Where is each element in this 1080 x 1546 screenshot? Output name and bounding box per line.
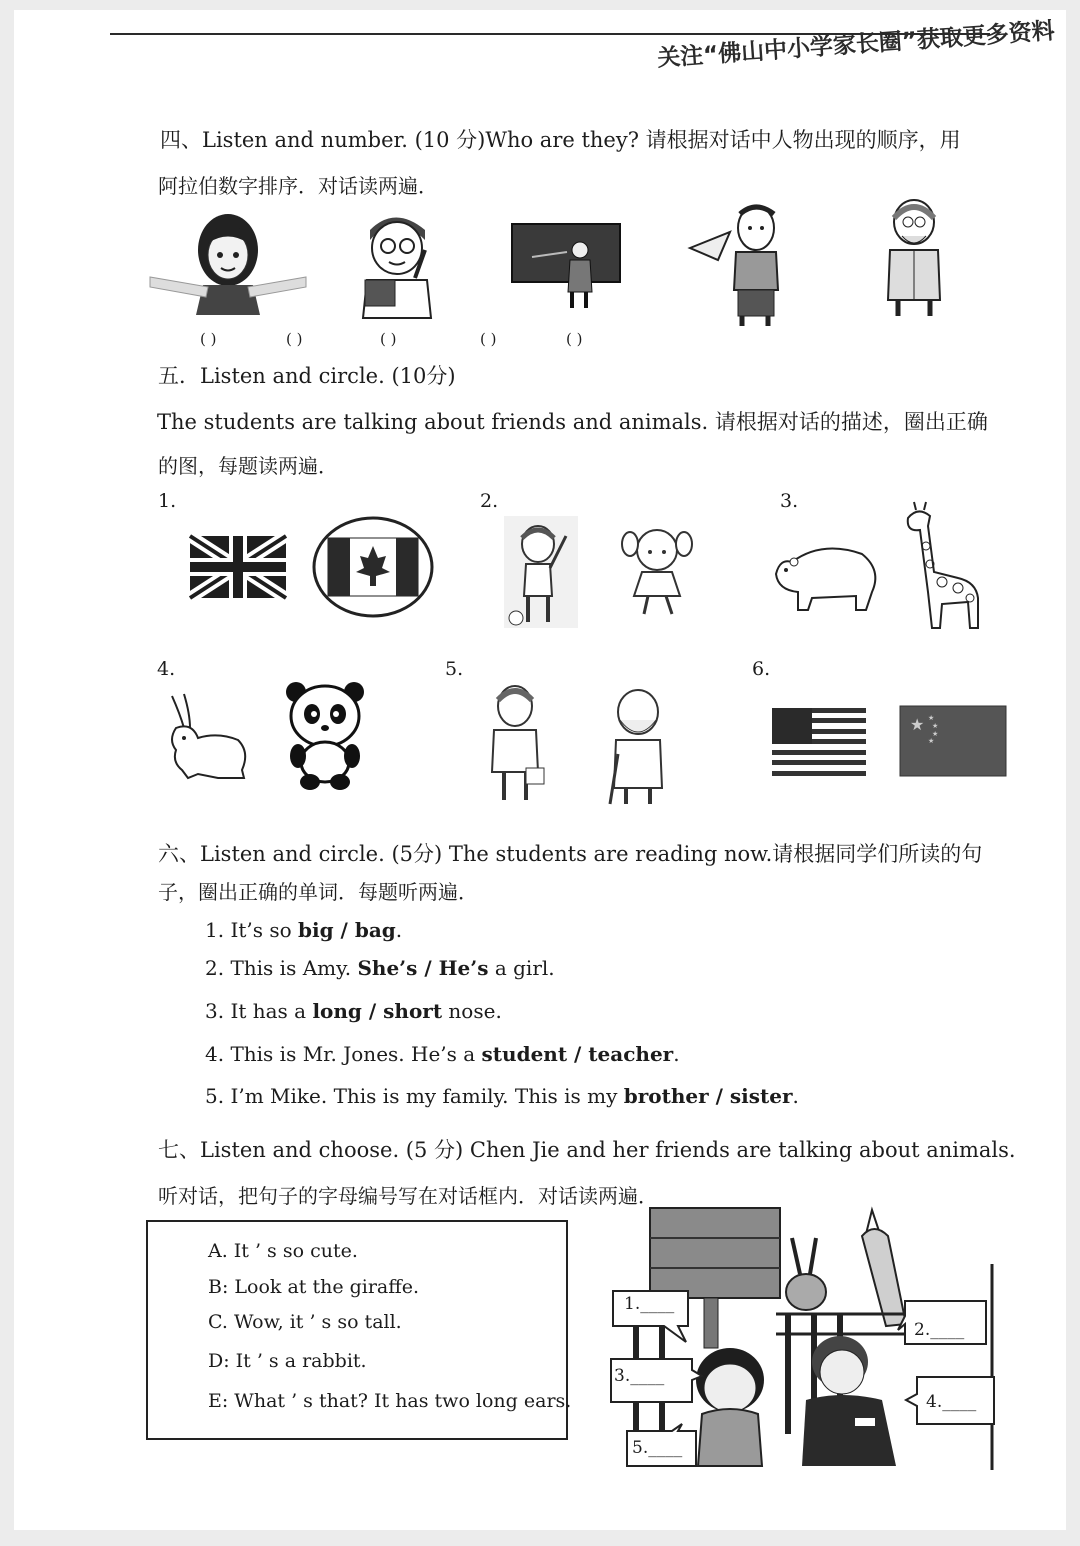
item-number-4: 4. bbox=[157, 658, 176, 680]
sentence-5: 5. I’m Mike. This is my family. This is my brother / sister. bbox=[205, 1084, 799, 1108]
section7-heading: 七、Listen and choose. (5 分) Chen Jie and her friends are talking about animals. bbox=[158, 1138, 1016, 1162]
word-choice[interactable]: big / bag bbox=[298, 918, 396, 942]
answer-blank-4[interactable]: ( ) bbox=[480, 330, 497, 348]
section4-instruction: 阿拉伯数字排序．对话读两遍． bbox=[158, 174, 438, 198]
item-number-1: 1. bbox=[158, 490, 177, 512]
usa-flag-picture[interactable] bbox=[772, 708, 866, 776]
sentence-4: 4. This is Mr. Jones. He’s a student / teacher. bbox=[205, 1042, 680, 1066]
bear-picture[interactable] bbox=[772, 540, 882, 612]
section5-instruction: The students are talking about friends and animals. 请根据对话的描述，圈出正确 bbox=[157, 410, 988, 434]
item-number-2: 2. bbox=[480, 490, 499, 512]
svg-text:★: ★ bbox=[928, 737, 935, 745]
uk-flag-picture[interactable] bbox=[190, 536, 286, 598]
giraffe-picture[interactable] bbox=[898, 502, 986, 632]
svg-text:★: ★ bbox=[932, 730, 939, 738]
young-man-picture[interactable] bbox=[482, 680, 548, 804]
section6-instruction: 子，圈出正确的单词．每题听两遍． bbox=[158, 880, 478, 904]
grandpa-picture bbox=[880, 196, 950, 318]
choice-b: B: Look at the giraffe. bbox=[208, 1276, 420, 1298]
svg-text:★: ★ bbox=[928, 714, 935, 722]
section5-title: 五．Listen and circle. (10分) bbox=[158, 364, 456, 388]
answer-blank-3[interactable]: ( ) bbox=[380, 330, 397, 348]
girl-picture bbox=[148, 205, 308, 320]
word-choice[interactable]: student / teacher bbox=[481, 1042, 674, 1066]
bubble-2-label: 2.____ bbox=[914, 1320, 965, 1340]
choice-box bbox=[146, 1220, 572, 1440]
teacher-blackboard-picture bbox=[512, 222, 622, 310]
section7-instruction: 听对话，把句子的字母编号写在对话框内．对话读两遍． bbox=[158, 1184, 658, 1208]
word-choice[interactable]: long / short bbox=[312, 999, 443, 1023]
canada-flag-picture[interactable] bbox=[312, 516, 434, 618]
bubble-3-label: 3.____ bbox=[614, 1366, 665, 1386]
man-with-glasses-picture bbox=[355, 210, 440, 320]
word-choice[interactable]: brother / sister bbox=[623, 1084, 793, 1108]
answer-blank-1[interactable]: ( ) bbox=[200, 330, 217, 348]
china-flag-picture[interactable] bbox=[900, 706, 1006, 776]
word-choice[interactable]: She’s / He’s bbox=[357, 956, 489, 980]
item-number-6: 6. bbox=[752, 658, 771, 680]
bubble-1-label: 1.____ bbox=[624, 1294, 675, 1314]
item-number-3: 3. bbox=[780, 490, 799, 512]
watermark: 关注“佛山中小学家长圈”获取更多资料 bbox=[656, 18, 1056, 72]
bubble-4-label: 4.____ bbox=[926, 1392, 977, 1412]
choice-a: A. It ’ s so cute. bbox=[208, 1240, 358, 1262]
item-number-5: 5. bbox=[445, 658, 464, 680]
section5-instruction-2: 的图，每题读两遍． bbox=[158, 454, 338, 478]
svg-text:★: ★ bbox=[932, 722, 939, 730]
girl-pigtails-picture[interactable] bbox=[618, 520, 696, 618]
sentence-1: 1. It’s so big / bag. bbox=[205, 918, 403, 942]
choice-d: D: It ’ s a rabbit. bbox=[208, 1350, 367, 1372]
answer-blank-2[interactable]: ( ) bbox=[286, 330, 303, 348]
section6-heading: 六、Listen and circle. (5分) The students are reading now.请根据同学们所读的句 bbox=[158, 842, 983, 866]
choice-c: C. Wow, it ’ s so tall. bbox=[208, 1311, 402, 1333]
sentence-3: 3. It has a long / short nose. bbox=[205, 999, 502, 1023]
answer-blank-5[interactable]: ( ) bbox=[566, 330, 583, 348]
section4-heading: 四、Listen and number. (10 分)Who are they? 请根据对话中人物出现的顺序，用 bbox=[160, 128, 961, 152]
svg-text:★: ★ bbox=[910, 715, 925, 734]
boy-waving-picture[interactable] bbox=[504, 516, 578, 628]
boy-with-paper-plane-picture bbox=[690, 200, 790, 328]
panda-picture[interactable] bbox=[284, 678, 366, 792]
old-man-picture[interactable] bbox=[602, 684, 678, 806]
bubble-5-label: 5.____ bbox=[632, 1438, 683, 1458]
rabbit-picture[interactable] bbox=[158, 692, 254, 784]
sentence-2: 2. This is Amy. She’s / He’s a girl. bbox=[205, 956, 555, 980]
choice-e: E: What ’ s that? It has two long ears. bbox=[208, 1390, 572, 1412]
